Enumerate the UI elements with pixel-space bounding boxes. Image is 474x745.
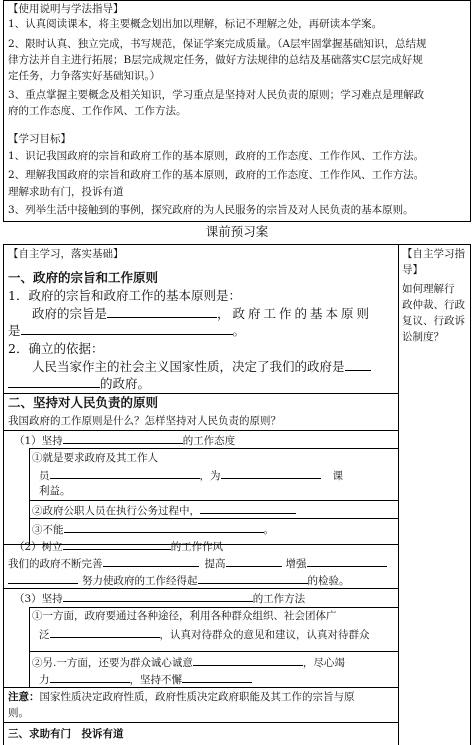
style-a <box>8 555 387 571</box>
right-question-line1: 如何理解行 <box>402 283 455 295</box>
divider-9 <box>29 651 398 652</box>
column-divider <box>398 244 399 745</box>
usage-p1: 1、认真阅读课本，将主要概念划出加以理解，标记不理解之处，再研读本学案。 <box>8 18 383 30</box>
method-b <box>39 626 370 642</box>
method-b-pre: 泛 <box>39 629 50 641</box>
style-post: 的工作作风 <box>170 541 224 553</box>
principle-is: 是 <box>8 323 21 338</box>
basis-line-2 <box>8 376 150 391</box>
usage-title: 【使用说明与学法指导】 <box>8 3 124 15</box>
question-1: 1．政府的宗旨和政府工作的基本原则是： <box>8 288 241 303</box>
purpose-line <box>32 306 372 321</box>
style-b-text: 努力使政府的工作经得起 <box>82 575 198 587</box>
method-a: ①一方面，政府要通过各种途径，利用各种群众组织、社会团体广 <box>32 610 337 622</box>
goal-3: 3、列举生活中接触到的事例，探究政府的为人民服务的宗旨及对人民负责的基本原则。 <box>8 204 414 216</box>
right-tag-line1: 【自主学习指 <box>402 248 465 260</box>
method-blank[interactable] <box>63 590 253 602</box>
usage-p3-line2: 府的工作态度、工作作风、工作方法。 <box>8 105 187 117</box>
attitude-e <box>32 521 274 537</box>
method-d-post: ，坚持不懈 <box>129 674 182 686</box>
right-question-line4: 讼制度？ <box>402 331 444 343</box>
attitude-b-blank-1[interactable] <box>50 467 200 479</box>
section-title: 课前预习案 <box>205 224 269 239</box>
note-line1 <box>8 690 355 704</box>
attitude-e-post: 。 <box>263 524 274 536</box>
right-question-line3: 复议、行政诉 <box>402 315 465 327</box>
method-c-post: ，尽心竭 <box>302 657 345 669</box>
method-line <box>14 590 305 606</box>
usage-p3-line1: 3、重点掌握主要概念及相关知识，学习重点是坚持对人民负责的原则；学习难点是理解政 <box>8 89 425 101</box>
principle-end: 。 <box>232 323 246 338</box>
usage-p2-line2: 律方法并自主进行拓展；B层完成规定任务，做好方法规律的总结及基础落实C层完成好规 <box>8 54 423 66</box>
worksheet-page <box>3 0 471 745</box>
question-2: 2．确立的依据： <box>8 341 104 356</box>
right-question-line2: 政仲裁、行政 <box>402 299 465 311</box>
attitude-a: ①就是要求政府及其工作人 <box>32 452 158 464</box>
method-c-pre: ②另.一方面，还要为群众诚心诚意 <box>32 657 193 669</box>
method-post: 的工作方法 <box>252 593 306 605</box>
attitude-e-blank[interactable] <box>64 521 264 533</box>
attitude-b-post: 课 <box>332 470 343 482</box>
goal-2-line2: 理解求助有门，投诉有道 <box>8 186 124 198</box>
attitude-d-blank[interactable] <box>200 502 296 514</box>
style-b-blank-1[interactable] <box>8 572 78 584</box>
goal-1: 1、识记我国政府的宗旨和政府工作的基本原则，政府的工作态度、工作作风、工作方法。 <box>8 150 425 162</box>
method-d-pre: 力 <box>39 674 50 686</box>
question-3: 我国政府的工作原则是什么？怎样坚持对人民负责的原则？ <box>8 415 281 427</box>
style-blank[interactable] <box>63 538 171 550</box>
basis-text: 人民当家作主的社会主义国家性质，决定了我们的政府是 <box>32 359 345 374</box>
attitude-b-pre: 员 <box>39 470 50 482</box>
principle-blank[interactable] <box>21 323 233 335</box>
attitude-b-mid: ，为 <box>199 470 221 482</box>
basis-blank-2[interactable] <box>8 376 100 388</box>
method-c <box>32 654 345 670</box>
method-b-blank[interactable] <box>50 626 160 638</box>
method-d-blank[interactable] <box>50 671 130 683</box>
style-pre: （2）树立 <box>14 541 63 553</box>
style-a-blank-3[interactable] <box>307 555 387 567</box>
goal-2-line1: 2、理解我国政府的宗旨和政府工作的基本原则，政府的工作态度、工作作风、工作方法。 <box>8 169 425 181</box>
method-pre: （3）坚持 <box>14 593 63 605</box>
style-a-pre: 我们的政府不断完善 <box>8 558 103 570</box>
heading-3: 三、求助有门 投诉有道 <box>8 728 124 740</box>
attitude-pre: （1）坚持 <box>14 435 63 447</box>
note-line2: 则。 <box>8 707 29 719</box>
divider-8 <box>29 607 398 608</box>
basis-end: 的政府。 <box>100 376 151 391</box>
note-label: 注意： <box>8 691 40 703</box>
divider-3 <box>29 448 398 449</box>
principle-label: ，政府工作的基本原则 <box>217 306 373 321</box>
method-c-blank[interactable] <box>193 654 303 666</box>
style-a-blank-2[interactable] <box>226 555 282 567</box>
style-a-blank-1[interactable] <box>103 555 199 567</box>
attitude-b <box>39 467 343 483</box>
attitude-d-text: ②政府公职人员在执行公务过程中， <box>32 505 200 517</box>
attitude-b-blank-2[interactable] <box>221 467 321 479</box>
principle-line <box>8 323 245 338</box>
method-b-post: ，认真对待群众的意见和建议，认真对待群众 <box>159 629 370 641</box>
divider-11 <box>3 722 398 723</box>
style-a-mid2: 增强 <box>285 558 307 570</box>
divider-7 <box>3 588 398 589</box>
divider-10 <box>3 687 398 688</box>
style-line <box>14 538 223 554</box>
divider-1 <box>3 393 398 394</box>
divider-2 <box>3 430 398 431</box>
purpose-blank[interactable] <box>107 306 217 318</box>
attitude-line <box>14 432 235 448</box>
heading-1: 一、政府的宗旨和工作原则 <box>8 270 159 285</box>
goals-title: 【学习目标】 <box>8 133 71 145</box>
style-b-end: 的检验。 <box>307 575 350 587</box>
attitude-blank[interactable] <box>63 432 183 444</box>
attitude-d <box>32 502 296 518</box>
method-d-blank-2[interactable] <box>182 671 252 683</box>
note-text: 国家性质决定政府性质，政府性质决定政府职能及其工作的宗旨与原 <box>39 691 355 703</box>
usage-p2-line1: 2、限时认真、独立完成，书写规范，保证学案完成质量。（A层牢固掌握基础知识，总结规 <box>8 38 427 50</box>
divider-4 <box>29 500 398 501</box>
usage-p2-line3: 定任务，力争落实好基础知识。） <box>8 70 161 82</box>
basis-blank-1[interactable] <box>345 359 371 371</box>
left-tag: 【自主学习，落实基础】 <box>8 248 124 260</box>
right-tag-line2: 导】 <box>402 264 423 276</box>
inner-vline-1 <box>29 448 30 544</box>
style-b <box>8 572 350 588</box>
attitude-post: 的工作态度 <box>182 435 236 447</box>
divider-5 <box>29 518 398 519</box>
heading-2: 二、坚持对人民负责的原则 <box>8 395 159 410</box>
method-d <box>39 671 252 687</box>
purpose-label: 政府的宗旨是 <box>32 306 108 321</box>
basis-line <box>32 359 371 374</box>
style-a-mid: 提高 <box>204 558 226 570</box>
attitude-e-pre: ③不能 <box>32 524 64 536</box>
style-b-blank-2[interactable] <box>198 572 308 584</box>
inner-vline-2 <box>29 607 30 687</box>
attitude-c: 利益。 <box>39 485 71 497</box>
